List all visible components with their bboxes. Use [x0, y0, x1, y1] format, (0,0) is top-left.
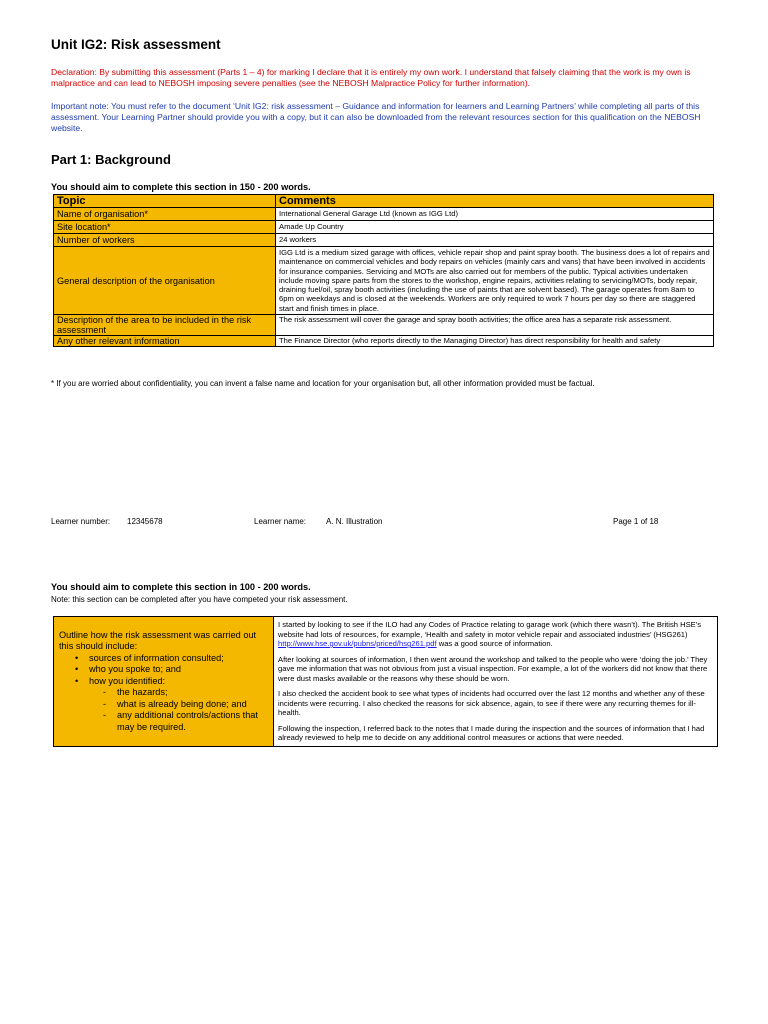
comment-cell[interactable]: IGG Ltd is a medium sized garage with offices, vehicle repair shop and paint spray booth. The business does a lot of repairs and maintenance on commercial vehicles and body repairs on vehicles (mainly cars and vans) that have been involved in accidents for insurance companies. Servicing and MOTs are also carried out for members of the public. Typical activities undertaken include moving spare parts from the stores to the workshop, engine repairs, activities relating to servicing/MOTs, body repair, draining fuel/oil, spray booth activities (including the use of paints that are solvent based). The garage operates from 8am to 6pm on weekdays and is closed at the weekends. Workers are only required to work 7 hours per day so there are staggered start and finish times in place. [276, 247, 714, 315]
page-indicator: Page 1 of 18 [613, 517, 659, 526]
topic-cell: Site location* [54, 221, 276, 234]
comment-cell[interactable]: 24 workers [276, 234, 714, 247]
list-item: • who you spoke to; and [75, 664, 181, 674]
dash-icon: - [103, 710, 107, 720]
dash-icon: - [103, 698, 107, 709]
table-row [54, 336, 714, 347]
list-item: - what is already being done; and [103, 698, 247, 709]
answer-paragraph: Following the inspection, I referred back to the notes that I made during the inspection and the sources of information that I had already reviewed to help me to decide on any additional control measures or actions that were needed. [278, 723, 705, 742]
answer-cell[interactable] [274, 617, 718, 747]
header-comments: Comments [276, 195, 714, 208]
header-topic: Topic [54, 195, 276, 208]
guidance-intro: Outline how the risk assessment was carried out this should include: [59, 629, 257, 651]
dash-icon: - [103, 687, 107, 697]
table-row [54, 208, 714, 221]
table-row [54, 617, 718, 747]
list-item: • how you identified: - the hazards; - what is already being done; and - any additional controls/actions that may be required. [75, 676, 269, 734]
method-table [53, 616, 718, 747]
topic-cell: Number of workers [54, 234, 276, 247]
part2-note: Note: this section can be completed after you have competed your risk assessment. [51, 595, 348, 604]
important-note: Important note: You must refer to the document ‘Unit IG2: risk assessment – Guidance and information for learners and Learning Partners’ while completing all parts of this assessment. Your Learning Partner should provide you with a copy, but it can also be downloaded from the relevant resources section for this qualification on the NEBOSH website. [51, 101, 701, 133]
table-row [54, 234, 714, 247]
background-table [53, 194, 714, 347]
answer-paragraph: I also checked the accident book to see what types of incidents had occurred over the last 12 months and whether any of these incidents were recurring. I also checked the reasons for sick absence, again, to see if there were any recurring themes for ill-health. [278, 689, 705, 717]
table-header-row [54, 195, 714, 208]
table-row [54, 315, 714, 336]
guidance-cell [54, 617, 274, 747]
bullet-icon: • [75, 652, 79, 663]
topic-cell: Any other relevant information [54, 336, 276, 347]
part1-heading: Part 1: Background [51, 152, 171, 167]
part2-word-guidance: You should aim to complete this section in 100 - 200 words. [51, 582, 311, 592]
bullet-icon: • [75, 664, 79, 674]
comment-cell[interactable]: The risk assessment will cover the garage and spray booth activities; the office area has a separate risk assessment. [276, 315, 714, 336]
guidance-bullets [59, 653, 269, 734]
table-row [54, 221, 714, 234]
topic-cell: Name of organisation* [54, 208, 276, 221]
learner-number-label: Learner number: [51, 517, 111, 526]
learner-name-label: Learner name: [254, 517, 307, 526]
part1-word-guidance: You should aim to complete this section in 150 - 200 words. [51, 182, 311, 192]
learner-number: 12345678 [127, 517, 163, 526]
bullet-icon: • [75, 675, 79, 686]
topic-cell: General description of the organisation [54, 247, 276, 315]
comment-cell[interactable]: Amade Up Country [276, 221, 714, 234]
topic-cell: Description of the area to be included in the risk assessment [54, 315, 276, 336]
answer-paragraph: After looking at sources of information, I then went around the workshop and talked to the people who were ‘doing the job.’ They gave me information that was not obvious from just a visual inspection. For example, a lot of the workers did not know that there were dust masks available or the reasons why these should be worn. [278, 654, 708, 683]
list-item: - the hazards; [103, 687, 168, 697]
confidentiality-note: * If you are worried about confidentiality, you can invent a false name and location for your organisation but, all other information provided must be factual. [51, 379, 595, 388]
list-item: - any additional controls/actions that may be required. [103, 710, 258, 732]
learner-name: A. N. Illustration [326, 517, 383, 526]
comment-cell[interactable]: International General Garage Ltd (known as IGG Ltd) [276, 208, 714, 221]
hse-link[interactable]: http://www.hse.gov.uk/pubns/priced/hsg261.pdf [278, 639, 437, 648]
list-item: • sources of information consulted; [75, 652, 224, 663]
answer-paragraph: I started by looking to see if the ILO had any Codes of Practice relating to garage work (which there wasn’t). The British HSE’s website had lots of resources, for example, ‘Health and safety in motor vehicle repair and associated industries’ (HSG261) http://www.hse.gov.uk/pubns/priced/hsg261.pdf was a good source of information. [278, 620, 702, 648]
declaration-text: Declaration: By submitting this assessment (Parts 1 – 4) for marking I declare that it is entirely my own work. I understand that falsely claiming that the work is my own is malpractice and can lead to NEBOSH imposing severe penalties (see the NEBOSH Malpractice Policy for further information). [51, 67, 691, 88]
comment-cell[interactable]: The Finance Director (who reports directly to the Managing Director) has direct responsibility for health and safety [276, 336, 714, 347]
guidance-sub-bullets [89, 687, 269, 733]
page-title: Unit IG2: Risk assessment [51, 37, 221, 52]
table-row [54, 247, 714, 315]
